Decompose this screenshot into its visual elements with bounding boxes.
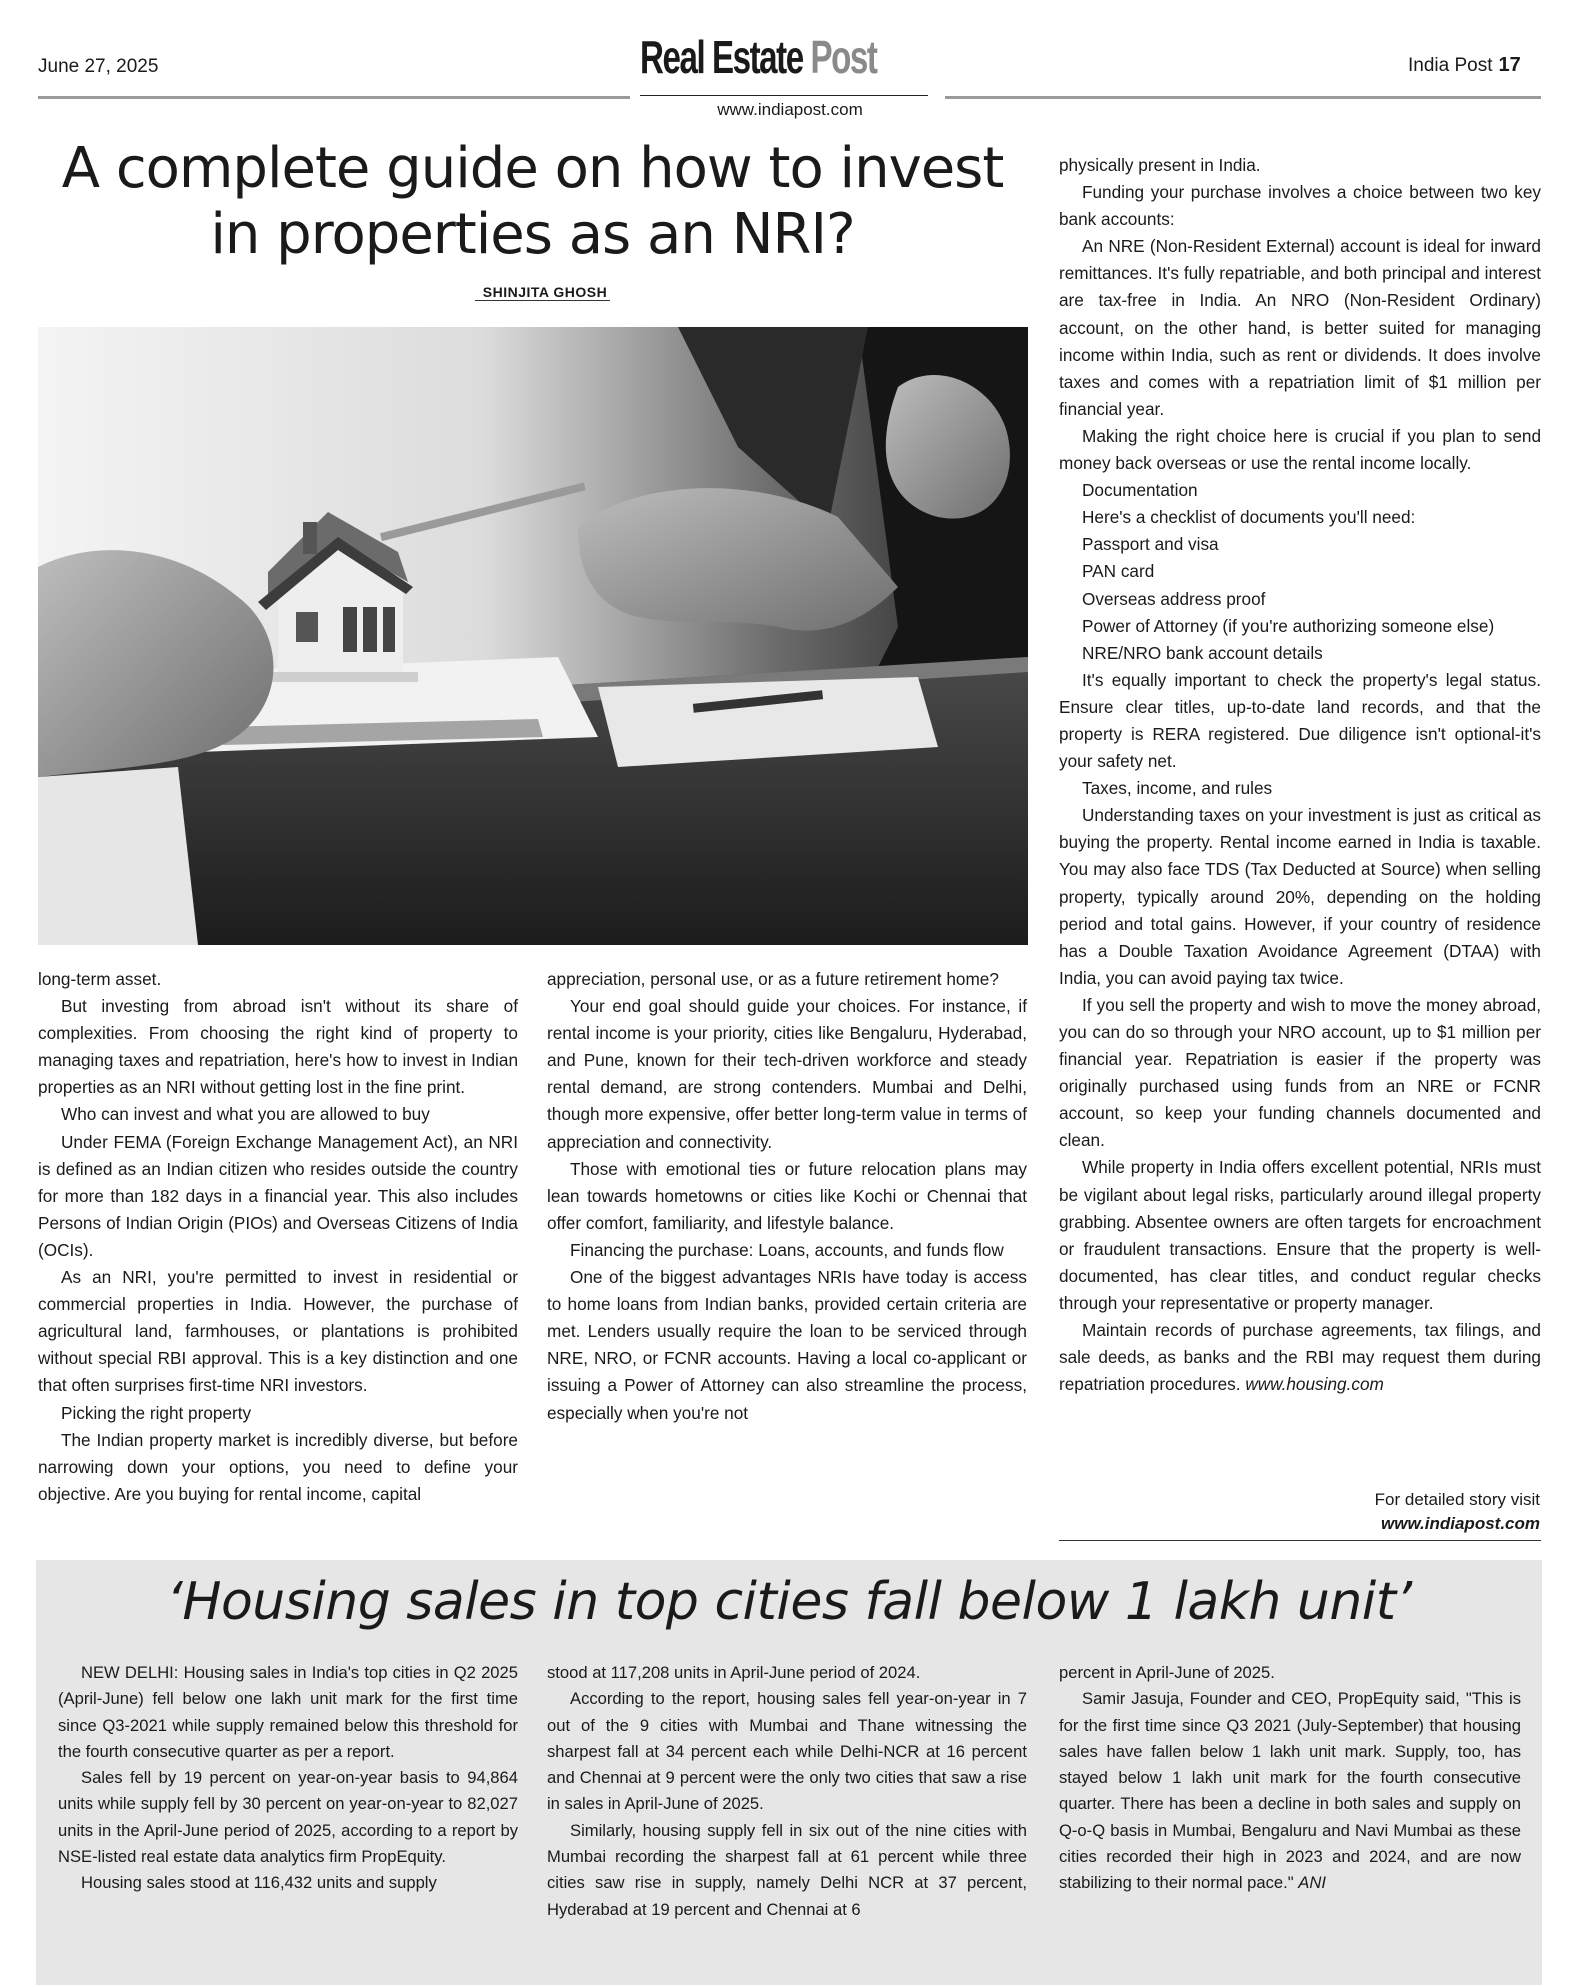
box-paragraph: Similarly, housing supply fell in six out of the nine cities with Mumbai recording the sharpest fall at 61 percent while three cities saw rise in supply, namely Delhi NCR at 37 percent, Hyderabad at 19 percent and Chennai at 6 (547, 1820, 1027, 1919)
masthead-secondary: Post (810, 31, 877, 83)
col3-paragraph: While property in India offers excellent potential, NRIs must be vigilant about legal risks, particularly around illegal property grabbing. Absentee owners are often targets for encroachment or fraudulent transactions. Ensure that the property is well-documented, has clear titles, and conduct regular checks through your representative or property manager. (1059, 1157, 1541, 1313)
col3-paragraph (1059, 1317, 1541, 1398)
col3-paragraph: physically present in India. (1059, 155, 1261, 175)
article-column-3 (1059, 152, 1541, 1398)
col2-paragraph: Those with emotional ties or future relocation plans may lean towards hometowns or cities like Kochi or Chennai that offer comfort, familiarity, and lifestyle balance. (547, 1158, 1027, 1233)
checklist-item: Passport and visa (1082, 534, 1219, 555)
header-rule-right (945, 96, 1541, 99)
col3-subhead: Taxes, income, and rules (1082, 778, 1273, 799)
box-paragraph: NEW DELHI: Housing sales in India's top cities in Q2 2025 (April-June) fell below one lakh unit mark for the first time since Q3-2021 while supply remained below this threshold for the fourth consecutive quarter as per a report. (58, 1663, 518, 1761)
col2-paragraph: appreciation, personal use, or as a future retirement home? (547, 969, 999, 989)
col3-paragraph: Making the right choice here is crucial if you plan to send money back overseas or use the rental income locally. (1059, 425, 1541, 474)
website-link[interactable]: www.indiapost.com (717, 100, 863, 119)
byline: SHINJITA GHOSH (482, 284, 608, 300)
box-headline: ‘Housing sales in top cities fall below 1 lakh unit’ (166, 1572, 1412, 1632)
box-column-3 (1059, 1660, 1521, 1897)
publication-info (1408, 54, 1521, 77)
byline-rule (475, 300, 610, 301)
col3-last-text: Maintain records of purchase agreements, tax filings, and sale deeds, as banks and the RBI may request them during repatriation procedures. (1059, 1320, 1541, 1395)
header-rule-left (38, 96, 630, 99)
box-last-text: Samir Jasuja, Founder and CEO, PropEquity said, "This is for the first time since Q3 2021 (July-September) that housing sales have fallen below 1 lakh unit mark. Supply, too, has stayed below 1 lakh unit mark for the fourth consecutive quarter. There has been a decline in both sales and supply on Q-o-Q basis in Mumbai, Bengaluru and Navi Mumbai as these cities recorded their high in 2023 and 2024, and are now stabilizing to their normal pace." (1059, 1689, 1521, 1893)
box-paragraph: Sales fell by 19 percent on year-on-year basis to 94,864 units while supply fell by 30 percent on year-on-year to 82,027 units in the April-June period of 2025, according to a report by NSE-listed real estate data analytics firm PropEquity. (58, 1768, 518, 1867)
col1-subhead: Picking the right property (61, 1402, 252, 1423)
headline-line-2: in properties as an NRI? (210, 202, 855, 267)
col2-subhead: Financing the purchase: Loans, accounts, and funds flow (570, 1239, 1004, 1260)
article-end-rule (1059, 1540, 1541, 1541)
publication-name: India Post (1408, 55, 1493, 76)
news-agency: ANI (1298, 1873, 1326, 1893)
col2-paragraph: Your end goal should guide your choices. For instance, if rental income is your priority, cities like Bengaluru, Hyderabad, and Pune, known for their tech-driven workforce and steady rental demand, are strong contenders. Mumbai and Delhi, though more expensive, offer better long-term value in terms of appreciation and connectivity. (547, 996, 1027, 1152)
box-paragraph: stood at 117,208 units in April-June period of 2024. (547, 1663, 921, 1682)
box-paragraph: Housing sales stood at 116,432 units and supply (81, 1873, 437, 1893)
col1-paragraph: The Indian property market is incredibly diverse, but before narrowing down your options, you need to define your objective. Are you buying for rental income, capital (38, 1429, 518, 1504)
source-link[interactable]: www.housing.com (1245, 1374, 1384, 1395)
page-number: 17 (1498, 54, 1521, 76)
col1-paragraph: Under FEMA (Foreign Exchange Management Act), an NRI is defined as an Indian citizen who resides outside the country for more than 182 days in a financial year. This also includes Persons of Indian Origin (PIOs) and Overseas Citizens of India (OCIs). (38, 1131, 518, 1260)
credit-link[interactable]: www.indiapost.com (1381, 1514, 1540, 1533)
col3-paragraph: Here's a checklist of documents you'll need: (1082, 507, 1416, 528)
story-credit (1060, 1488, 1540, 1536)
box-column-1 (58, 1660, 518, 1897)
col1-paragraph: long-term asset. (38, 969, 162, 989)
checklist-item: Overseas address proof (1082, 588, 1266, 609)
checklist-item: Power of Attorney (if you're authorizing someone else) (1082, 615, 1495, 636)
col3-paragraph: Understanding taxes on your investment is just as critical as buying the property. Rental income earned in India is taxable. You may also face TDS (Tax Deducted at Source) when selling property, typically around 20%, depending on the holding period and total gains. However, if your country of residence has a Double Taxation Avoidance Agreement (DTAA) with India, you can avoid paying tax twice. (1059, 805, 1541, 988)
col1-paragraph: As an NRI, you're permitted to invest in residential or commercial properties in India. However, the purchase of agricultural land, farmhouses, or plantations is prohibited without special RBI approval. This is a key distinction and one that often surprises first-time NRI investors. (38, 1267, 518, 1396)
credit-label: For detailed story visit (1374, 1490, 1540, 1509)
masthead-primary: Real Estate (640, 31, 803, 83)
article-photo (38, 327, 1028, 945)
box-column-2 (547, 1660, 1027, 1923)
col3-paragraph: It's equally important to check the property's legal status. Ensure clear titles, up-to-date land records, and that the property is RERA registered. Due diligence isn't optional-it's your safety net. (1059, 669, 1541, 772)
article-headline (30, 136, 1035, 268)
masthead (640, 31, 877, 83)
headline-line-1: A complete guide on how to invest (61, 136, 1004, 201)
col1-paragraph: But investing from abroad isn't without its share of complexities. From choosing the right kind of property to managing taxes and repatriation, here's how to invest in Indian properties as an NRI without getting lost in the fine print. (38, 996, 518, 1098)
col3-paragraph: An NRE (Non-Resident External) account is ideal for inward remittances. It's fully repatriable, and both principal and interest are tax-free in India. An NRO (Non-Resident Ordinary) account, on the other hand, is better suited for managing income within India, such as rent or dividends. It does involve taxes and comes with a repatriation limit of $1 million per financial year. (1059, 236, 1541, 419)
col2-paragraph: One of the biggest advantages NRIs have today is access to home loans from Indian banks, provided certain criteria are met. Lenders usually require the loan to be serviced through NRE, NRO, or FCNR accounts. Having a local co-applicant or issuing a Power of Attorney can also streamline the process, especially when you're not (547, 1267, 1027, 1423)
article-column-2 (547, 966, 1027, 1427)
checklist-item: PAN card (1082, 561, 1155, 582)
col3-subhead: Documentation (1082, 480, 1198, 501)
box-paragraph (1059, 1686, 1521, 1896)
article-column-1 (38, 966, 518, 1508)
box-paragraph: percent in April-June of 2025. (1059, 1663, 1275, 1682)
masthead-underline (640, 95, 928, 96)
box-paragraph: According to the report, housing sales fell year-on-year in 7 out of the 9 cities with Mumbai and Thane witnessing the sharpest fall at 34 percent each while Delhi-NCR at 16 percent and Chennai at 9 percent were the only two cities that saw a rise in sales in April-June of 2025. (547, 1689, 1027, 1814)
issue-date: June 27, 2025 (38, 56, 159, 77)
col3-paragraph: If you sell the property and wish to move the money abroad, you can do so through your NRO account, up to $1 million per financial year. Repatriation is easier if the property was originally purchased using funds from an NRE or FCNR account, so keep your funding channels documented and clean. (1059, 994, 1541, 1151)
checklist-item: NRE/NRO bank account details (1082, 642, 1323, 663)
col1-subhead: Who can invest and what you are allowed to buy (61, 1104, 430, 1125)
col3-paragraph: Funding your purchase involves a choice between two key bank accounts: (1059, 182, 1541, 230)
